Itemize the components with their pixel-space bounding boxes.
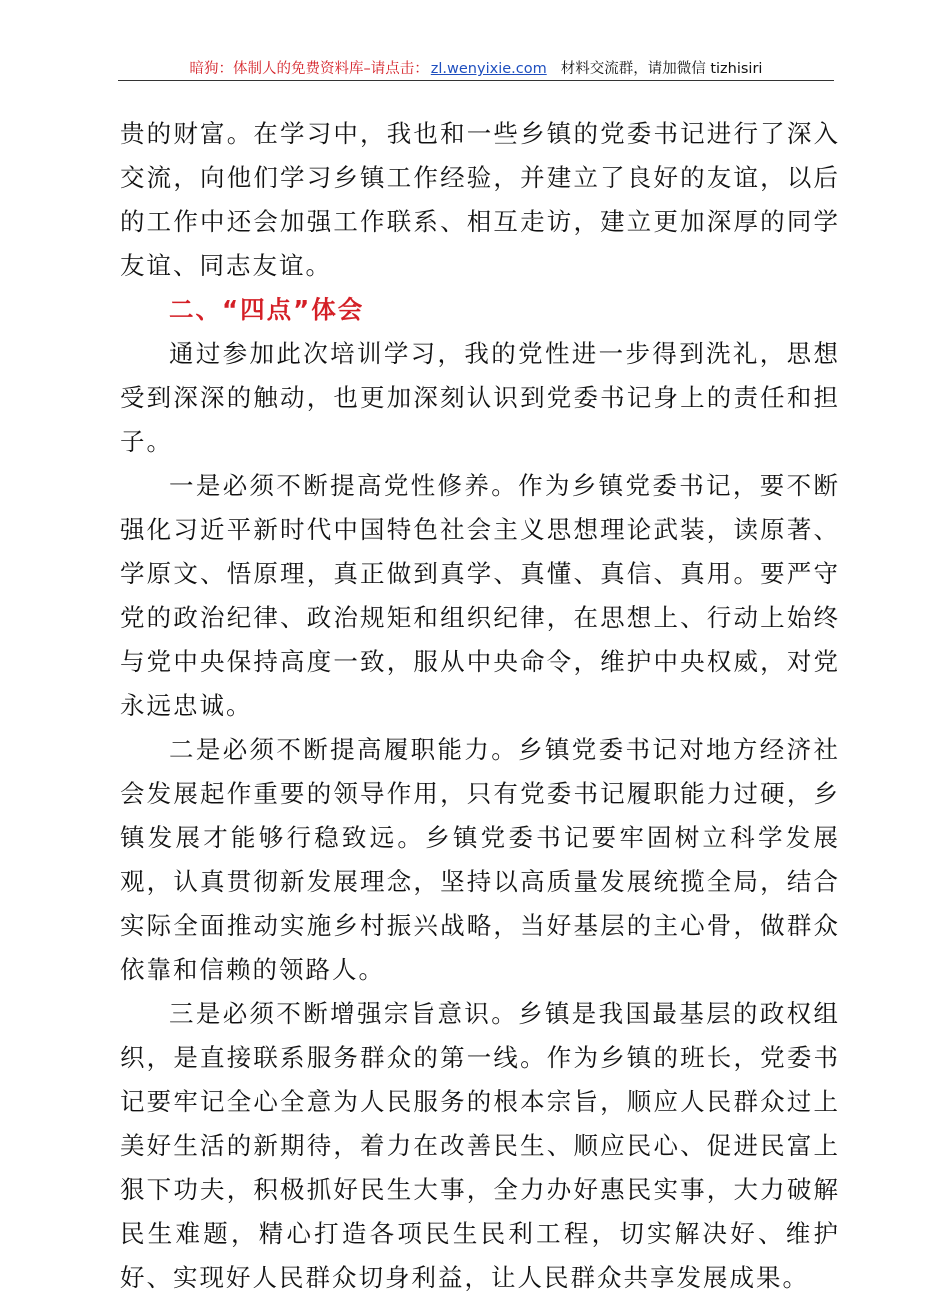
header-brand: 暗狗：体制人的免费资料库 — [189, 61, 364, 77]
page-header — [118, 56, 834, 82]
header-link[interactable]: zl.wenyixie.com — [430, 61, 547, 77]
section-heading: 二、“四点”体会 — [169, 295, 365, 324]
paragraph: 一是必须不断提高党性修养。作为乡镇党委书记，要不断强化习近平新时代中国特色社会主义思想理论武装，读原著、学原文、悟原理，真正做到真学、真懂、真信、真用。要严守党的政治纪律、政治规矩和组织纪律，在思想上、行动上始终与党中央保持高度一致，服从中央命令，维护中央权威，对党永远忠诚。 — [120, 471, 840, 720]
paragraph-continuation: 贵的财富。在学习中，我也和一些乡镇的党委书记进行了深入交流，向他们学习乡镇工作经验，并建立了良好的友谊，以后的工作中还会加强工作联系、相互走访，建立更加深厚的同学友谊、同志友谊。 — [120, 119, 840, 280]
header-divider — [118, 80, 834, 81]
header-group-text: 材料交流群，请加微信 tizhisiri — [560, 61, 763, 77]
header-click-prompt: –请点击： — [363, 61, 429, 77]
paragraph: 三是必须不断增强宗旨意识。乡镇是我国最基层的政权组织，是直接联系服务群众的第一线。作为乡镇的班长，党委书记要牢记全心全意为人民服务的根本宗旨，顺应人民群众过上美好生活的新期待，着力在改善民生、顺应民心、促进民富上狠下功夫，积极抓好民生大事，全力办好惠民实事，大力破解民生难题，精心打造各项民生民利工程，切实解决好、维护好、实现好人民群众切身利益，让人民群众共享发展成果。 — [120, 999, 840, 1292]
document-body — [120, 112, 840, 1300]
paragraph: 通过参加此次培训学习，我的党性进一步得到洗礼，思想受到深深的触动，也更加深刻认识到党委书记身上的责任和担子。 — [120, 339, 840, 456]
paragraph: 二是必须不断提高履职能力。乡镇党委书记对地方经济社会发展起作重要的领导作用，只有党委书记履职能力过硬，乡镇发展才能够行稳致远。乡镇党委书记要牢固树立科学发展观，认真贯彻新发展理念，坚持以高质量发展统揽全局，结合实际全面推动实施乡村振兴战略，当好基层的主心骨，做群众依靠和信赖的领路人。 — [120, 735, 840, 984]
